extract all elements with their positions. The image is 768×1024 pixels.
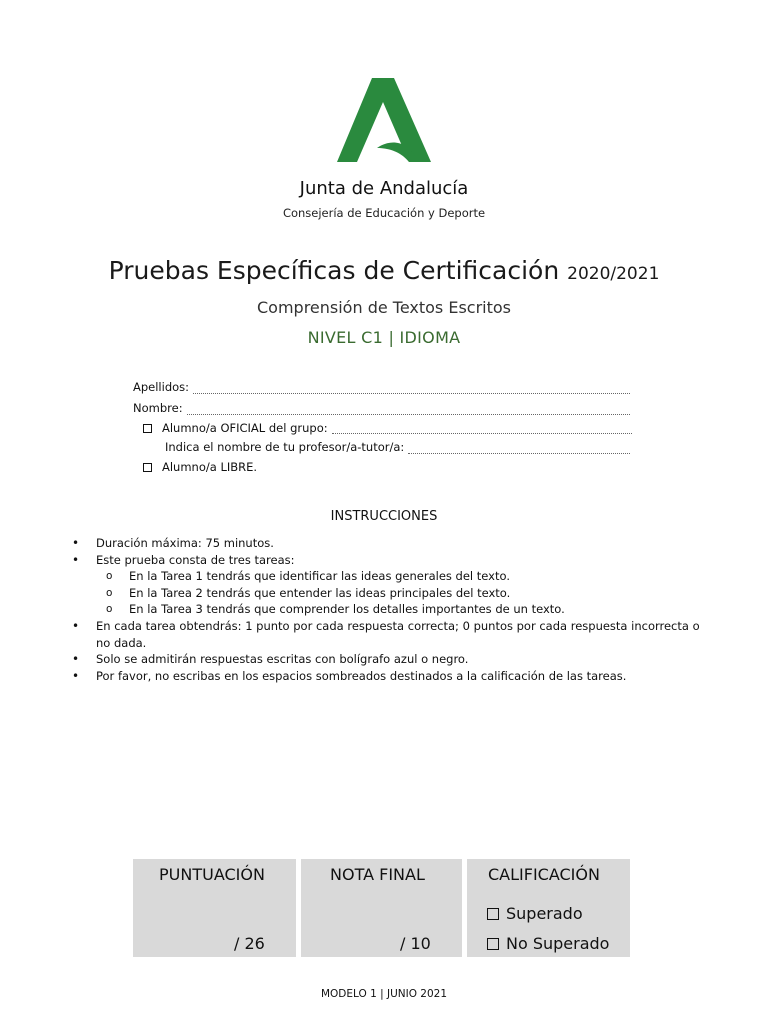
fail-option[interactable]: [487, 934, 609, 953]
official-student-field[interactable]: [143, 421, 632, 435]
org-subtitle: Consejería de Educación y Deporte: [282, 206, 486, 220]
subtitle: Comprensión de Textos Escritos: [256, 298, 512, 317]
list-item: • Solo se admitirán respuestas escritas con bolígrafo azul o negro.: [96, 651, 706, 668]
list-item: • En cada tarea obtendrás: 1 punto por cada respuesta correcta; 0 puntos por cada respuesta incorrecta o no dada.: [96, 618, 706, 651]
sublist-item: o En la Tarea 1 tendrás que identificar las ideas generales del texto.: [129, 568, 706, 585]
sublist-item: o En la Tarea 3 tendrás que comprender los detalles importantes de un texto.: [129, 601, 706, 618]
page-title: [0, 256, 768, 285]
name-field[interactable]: [133, 401, 630, 415]
score-label: PUNTUACIÓN: [159, 865, 265, 884]
pass-option[interactable]: [487, 904, 583, 923]
title-year: 2020/2021: [567, 264, 660, 284]
final-grade-label: NOTA FINAL: [330, 865, 425, 884]
title-text: Pruebas Específicas de Certificación: [108, 256, 560, 285]
free-checkbox[interactable]: [143, 463, 152, 472]
page-footer: MODELO 1 | JUNIO 2021: [320, 988, 448, 1000]
official-checkbox[interactable]: [143, 424, 152, 433]
list-item: • Duración máxima: 75 minutos.: [96, 535, 706, 552]
level-label: NIVEL C1 | IDIOMA: [307, 328, 461, 347]
instructions-title: INSTRUCCIONES: [330, 509, 438, 524]
name-label: Nombre:: [133, 401, 183, 415]
qualification-label: CALIFICACIÓN: [488, 865, 600, 884]
final-grade-value: / 10: [400, 934, 431, 953]
list-item: • Por favor, no escribas en los espacios sombreados destinados a la calificación de las tareas.: [96, 668, 706, 685]
pass-label: Superado: [506, 904, 583, 923]
surname-dotted-line[interactable]: [193, 383, 630, 394]
name-dotted-line[interactable]: [187, 404, 630, 415]
surname-field[interactable]: [133, 380, 630, 394]
free-student-field[interactable]: [143, 460, 257, 474]
group-dotted-line[interactable]: [332, 423, 632, 434]
list-item-text: Este prueba consta de tres tareas:: [96, 552, 295, 567]
fail-checkbox[interactable]: [487, 938, 499, 950]
teacher-field[interactable]: [165, 440, 630, 454]
junta-andalucia-logo: [335, 76, 435, 166]
task-sublist: [96, 568, 706, 618]
fail-label: No Superado: [506, 934, 610, 953]
list-item: [96, 552, 706, 618]
official-label: Alumno/a OFICIAL del grupo:: [162, 421, 328, 435]
instructions-list: [96, 535, 706, 684]
org-name: Junta de Andalucía: [299, 178, 469, 199]
pass-checkbox[interactable]: [487, 908, 499, 920]
final-grade-box: [301, 859, 462, 957]
sublist-item: o En la Tarea 2 tendrás que entender las ideas principales del texto.: [129, 585, 706, 602]
instructions-list-container: [96, 535, 706, 684]
surname-label: Apellidos:: [133, 380, 190, 394]
teacher-dotted-line[interactable]: [408, 443, 630, 454]
free-label: Alumno/a LIBRE.: [162, 460, 258, 474]
score-box: [133, 859, 296, 957]
teacher-label: Indica el nombre de tu profesor/a-tutor/a:: [165, 440, 405, 454]
qualification-box: [467, 859, 630, 957]
score-value: / 26: [234, 934, 265, 953]
